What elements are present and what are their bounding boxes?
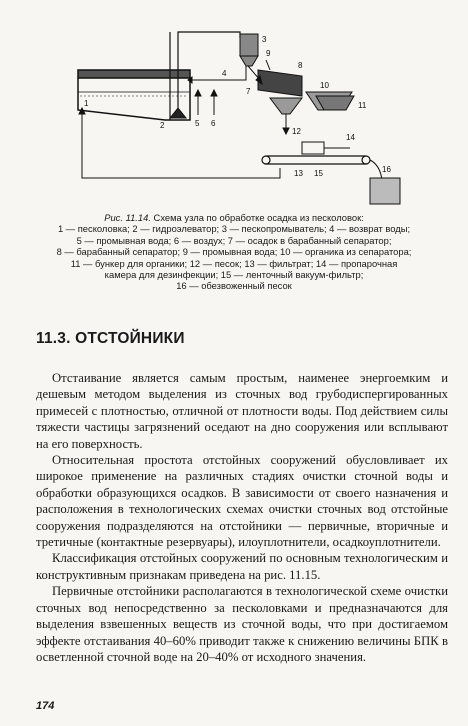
label-14: 14: [346, 133, 355, 142]
label-7: 7: [246, 87, 251, 96]
label-9: 9: [266, 49, 271, 58]
section-heading: 11.3. ОТСТОЙНИКИ: [36, 330, 185, 347]
paragraph: Относительная простота отстойных сооружений обусловливает их широкое применение на различных стадиях очистки сточной воды и обработки образующихся осадков. В зависимости от своего назначения и расположения в технологических схемах очистки сточных вод отстойные сооружения подразделяются на отстойники — первичные, вторичные и третичные (контактные резервуары), илоуплотнители, осадкоуплотнители.: [36, 453, 448, 550]
belt-vacuum-filter: [262, 156, 370, 164]
paragraph: Отстаивание является самым простым, наименее энергоемким и дешевым методом выделения из сточных вод грубодиспергированных примесей с плотностью, отличной от плотности воды. Под действием силы тяжести частицы загрязнений оседают на дно сооружения или всплывают на его поверхность.: [36, 371, 448, 451]
caption-line: 11 — бункер для органики; 12 — песок; 13 — фильтрат; 14 — пропарочная: [70, 257, 398, 269]
caption-title-line: [10, 212, 458, 223]
label-16: 16: [382, 165, 391, 174]
label-6: 6: [211, 119, 216, 128]
steam-chamber: [302, 142, 350, 154]
label-5: 5: [195, 119, 200, 128]
label-3: 3: [262, 35, 267, 44]
label-12: 12: [292, 127, 301, 136]
label-4: 4: [222, 69, 227, 78]
process-schematic: [70, 10, 410, 210]
label-15: 15: [314, 169, 323, 178]
figure-number: Рис. 11.14.: [104, 212, 151, 223]
label-13: 13: [294, 169, 303, 178]
drum-separator: [248, 60, 302, 96]
caption-title: Схема узла по обработке осадка из песколовок:: [153, 212, 364, 223]
page-number: 174: [36, 700, 55, 712]
label-2: 2: [160, 121, 165, 130]
caption-line: 5 — промывная вода; 6 — воздух; 7 — осадок в барабанный сепаратор;: [76, 234, 392, 246]
caption-line: 16 — обезвоженный песок: [176, 280, 292, 292]
sand-hopper: [270, 98, 302, 114]
caption-line: 1 — песколовка; 2 — гидроэлеватор; 3 — пескопромыватель; 4 — возврат воды;: [57, 223, 411, 235]
caption-line: камера для дезинфекции; 15 — ленточный вакуум-фильтр;: [104, 269, 364, 281]
label-10: 10: [320, 81, 329, 90]
paragraph: Первичные отстойники располагаются в технологической схеме очистки сточных вод непосредственно за песколовками и предназначаются для выделения взвешенных веществ из сточной воды, что при достигаемом эффекте отстаивания 40–60% приводит также к снижению величины БПК в осветленной сточной воде на 20–40% от исходного значения.: [36, 584, 448, 664]
hydroelevator: [170, 40, 186, 118]
body-text: [36, 370, 448, 665]
caption-line: 8 — барабанный сепаратор; 9 — промывная вода; 10 — органика из сепаратора;: [56, 246, 412, 258]
label-8: 8: [298, 61, 303, 70]
figure-caption: [10, 212, 458, 292]
sand-trap: [78, 70, 190, 120]
label-1: 1: [84, 99, 89, 108]
label-11: 11: [358, 101, 367, 110]
paragraph: Классификация отстойных сооружений по основным технологическим и конструктивным признакам приведена на рис. 11.15.: [36, 551, 448, 582]
sand-washer: [240, 34, 258, 66]
